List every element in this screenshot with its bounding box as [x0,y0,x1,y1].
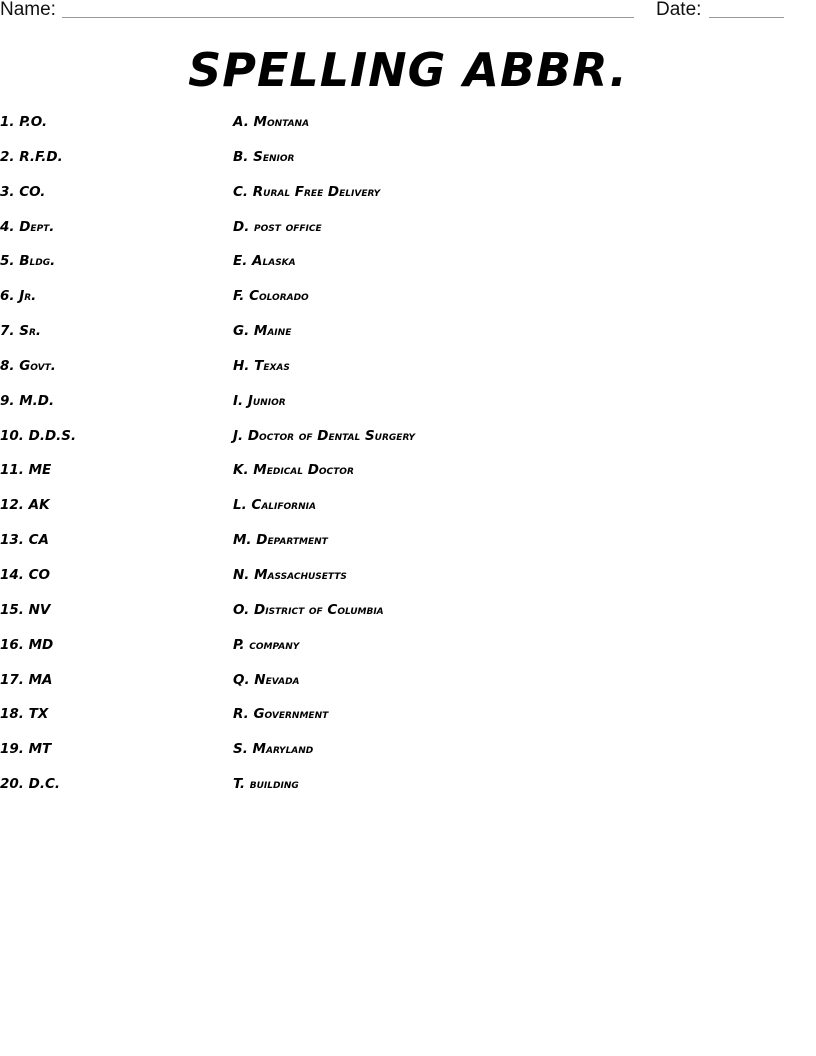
abbreviation-item: 6. Jr. [0,288,37,305]
abbreviation-item: 12. AK [0,497,50,514]
answer-list [233,112,415,809]
worksheet-header [0,0,816,24]
answer-item: K. Medical Doctor [233,462,354,479]
answer-item: O. District of Columbia [233,601,384,618]
name-blank-line [62,17,634,18]
answer-item: R. Government [233,706,329,723]
abbreviation-item: 3. CO. [0,183,46,200]
abbreviation-item: 14. CO [0,566,50,583]
answer-item: C. Rural Free Delivery [233,183,381,200]
abbreviation-item: 8. Govt. [0,357,56,374]
answer-item: S. Maryland [233,741,314,758]
abbreviation-item: 10. D.D.S. [0,427,77,444]
abbreviation-item: 13. CA [0,532,49,549]
answer-item: F. Colorado [233,288,309,305]
answer-item: B. Senior [233,148,295,165]
abbreviation-item: 18. TX [0,706,49,723]
answer-item: N. Massachusetts [233,566,347,583]
answer-item: E. Alaska [233,253,296,270]
abbreviation-item: 2. R.F.D. [0,148,63,165]
answer-item: T. building [233,776,299,793]
abbreviation-item: 15. NV [0,601,51,618]
answer-item: J. Doctor of Dental Surgery [233,427,416,444]
answer-item: Q. Nevada [233,671,300,688]
abbreviation-item: 19. MT [0,741,52,758]
name-label: Name: [0,0,56,20]
abbreviation-item: 1. P.O. [0,114,48,130]
answer-item: P. company [233,636,300,653]
abbreviation-item: 11. ME [0,462,52,479]
answer-item: D. post office [233,218,322,235]
abbreviation-item: 9. M.D. [0,392,55,409]
answer-item: A. Montana [233,114,310,130]
answer-item: M. Department [233,532,328,549]
abbreviation-item: 16. MD [0,636,54,653]
answer-item: I. Junior [233,392,286,409]
abbreviation-item: 5. Bldg. [0,253,56,270]
answer-item: G. Maine [233,323,292,340]
abbreviation-item: 20. D.C. [0,776,60,793]
worksheet-title: SPELLING ABBR. [188,43,628,97]
answer-item: L. California [233,497,316,514]
abbreviation-item: 4. Dept. [0,218,55,235]
date-blank-line [709,17,784,18]
answer-item: H. Texas [233,357,290,374]
abbreviation-list [0,112,76,809]
date-label: Date: [656,0,702,20]
abbreviation-item: 17. MA [0,671,53,688]
abbreviation-item: 7. Sr. [0,323,42,340]
